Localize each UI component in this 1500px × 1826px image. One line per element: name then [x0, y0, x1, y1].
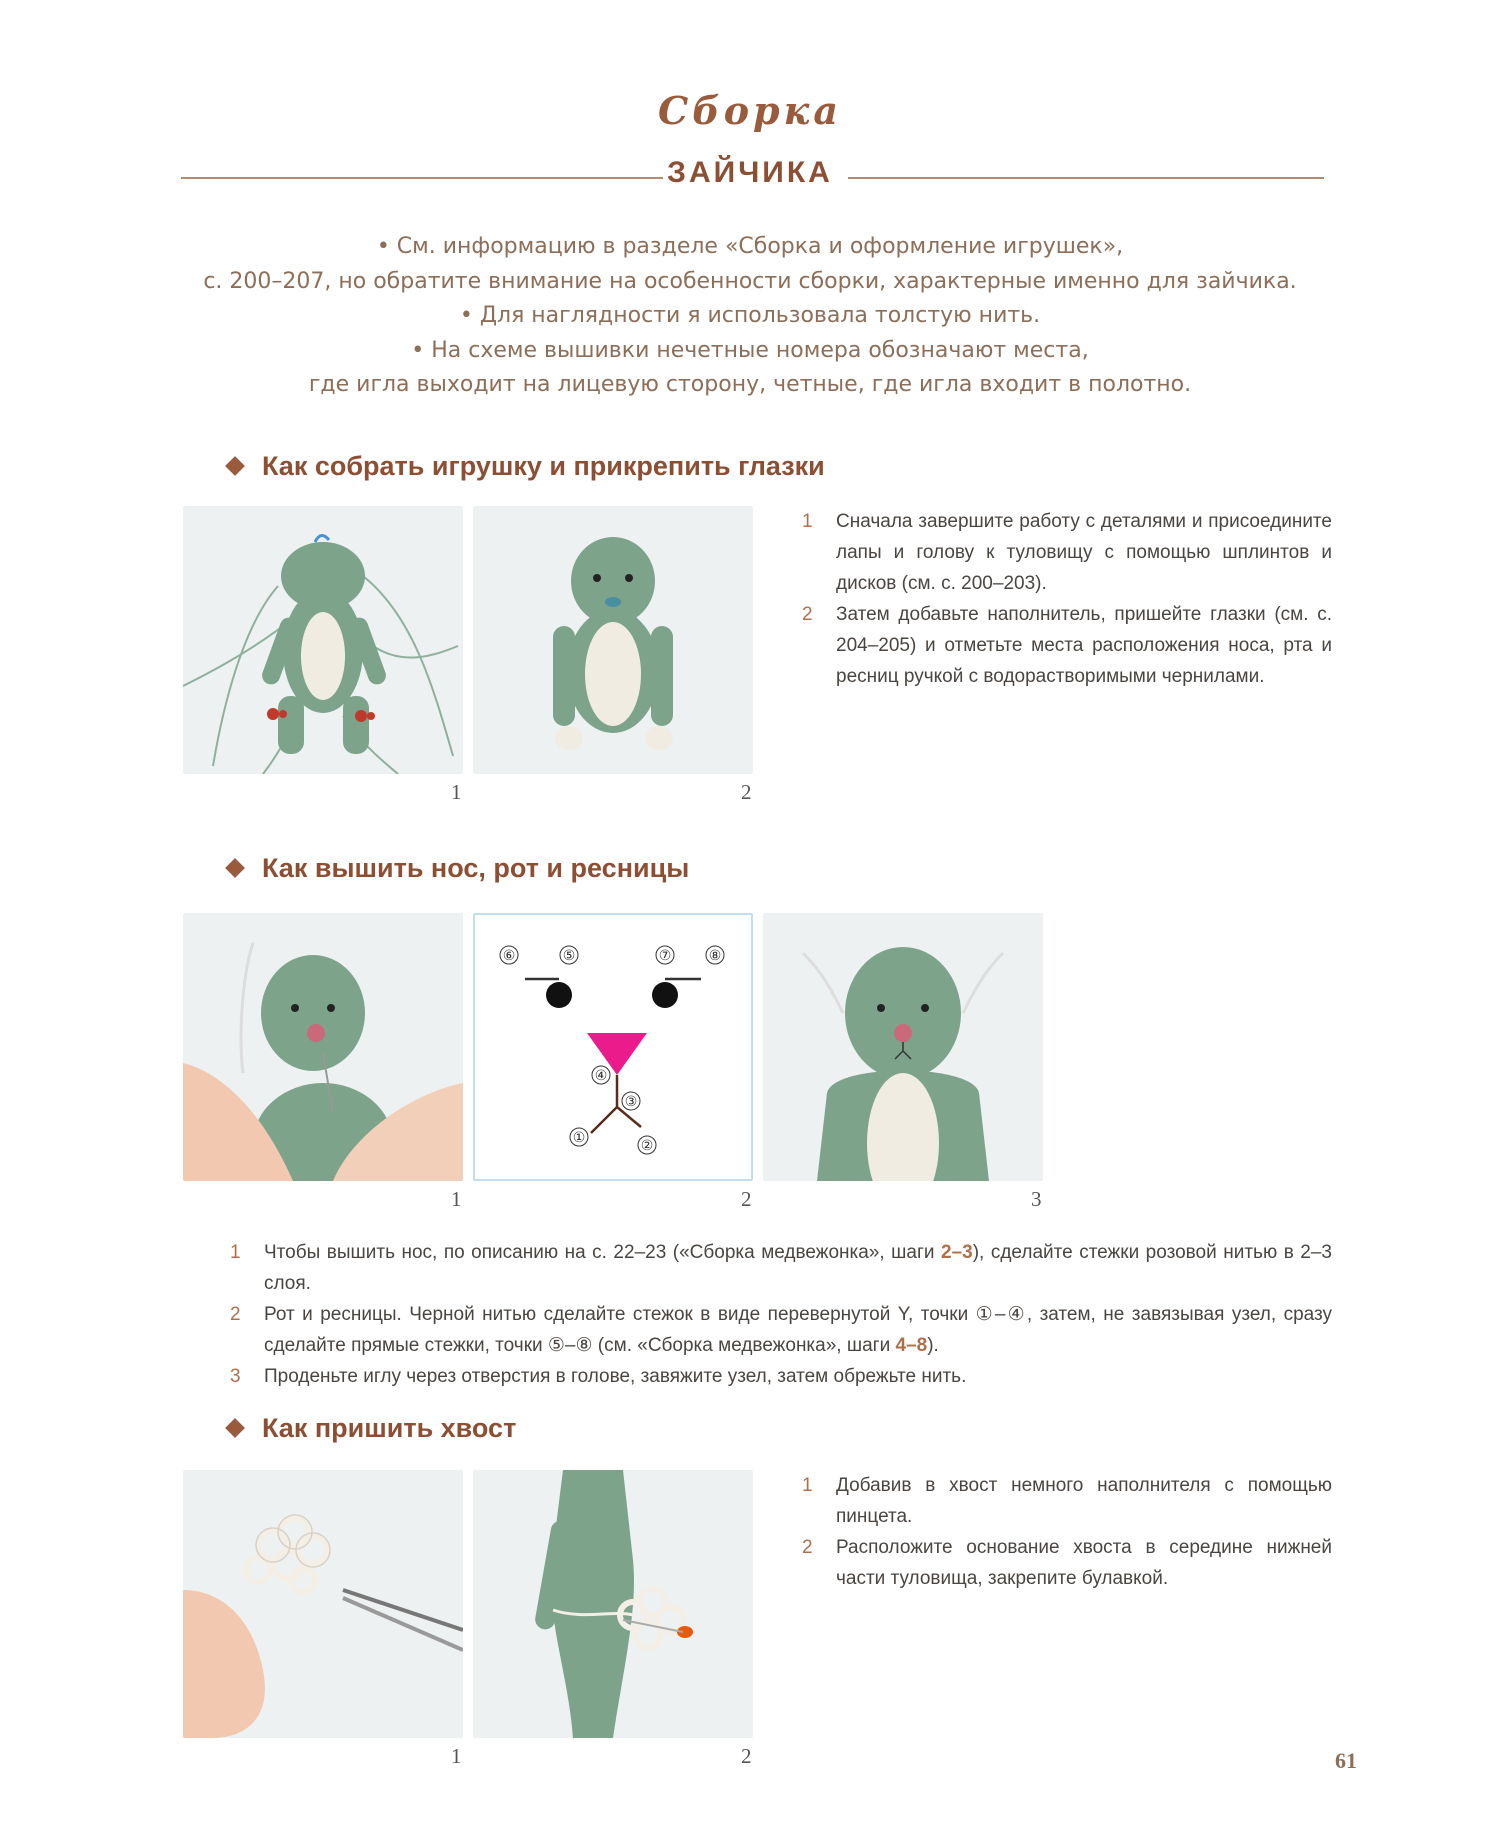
- diagram-point-5: [560, 946, 578, 964]
- step-item: [802, 599, 1332, 692]
- intro-line: где игла выходит на лицевую сторону, четные, где игла входит в полотно.: [308, 372, 1192, 397]
- step-number: 2: [802, 604, 813, 625]
- step-text: Добавив в хвост немного наполнителя с помощью пинцета.: [836, 1475, 1332, 1527]
- step-item: [802, 1470, 1332, 1532]
- step-text: Затем добавьте наполнитель, пришейте глазки (см. с. 204–205) и отметьте места расположения носа, рта и ресниц ручкой с водорастворимыми чернилами.: [836, 604, 1332, 687]
- step-number: 2: [230, 1304, 241, 1325]
- svg-text:③: ③: [624, 1094, 638, 1110]
- intro-line: • На схеме вышивки нечетные номера обозначают места,: [411, 337, 1089, 363]
- diagram-point-1: [570, 1128, 588, 1146]
- svg-text:⑦: ⑦: [658, 948, 672, 964]
- photo-caption: 1: [451, 780, 462, 804]
- svg-text:⑧: ⑧: [708, 948, 722, 964]
- diagram-point-8: [706, 946, 724, 964]
- svg-text:②: ②: [640, 1138, 654, 1154]
- svg-text:①: ①: [572, 1130, 586, 1146]
- intro-line: с. 200–207, но обратите внимание на особенности сборки, характерные именно для зайчика.: [203, 268, 1297, 294]
- photo-tail-step-1: [183, 1470, 463, 1738]
- photo-caption: 2: [741, 1187, 752, 1211]
- intro-notes: [150, 230, 1350, 403]
- section1-steps: [802, 506, 1332, 692]
- section-heading-eyes: [228, 446, 825, 486]
- diamond-icon: [225, 456, 245, 476]
- photo-assembly-step-2: [473, 506, 753, 774]
- photo-caption: 1: [451, 1744, 462, 1768]
- step-item: [802, 506, 1332, 599]
- section3-steps: [802, 1470, 1332, 1594]
- step-text: Рот и ресницы. Черной нитью сделайте стежок в виде перевернутой Y, точки ①–④, затем, не завязывая узел, сразу сделайте прямые стежки, точки ⑤–⑧ (см. «Сборка медвежонка», шаги 4–8).: [264, 1304, 1332, 1356]
- photo-embroider-step-1: [183, 913, 463, 1181]
- photo-caption: 2: [741, 1744, 752, 1768]
- step-number: 2: [802, 1537, 813, 1558]
- diagram-point-7: [656, 946, 674, 964]
- photo-caption: 1: [451, 1187, 462, 1211]
- section-heading-text: Как пришить хвост: [262, 1412, 517, 1443]
- step-number: 3: [230, 1366, 241, 1387]
- page-number: 61: [1335, 1748, 1357, 1773]
- section-heading-text: Как вышить нос, рот и ресницы: [262, 852, 690, 883]
- step-number: 1: [230, 1242, 241, 1263]
- step-item: [230, 1299, 1332, 1361]
- embroidery-diagram: [473, 913, 753, 1181]
- step-text: Расположите основание хвоста в середине нижней части туловища, закрепите булавкой.: [836, 1537, 1332, 1589]
- diagram-point-6: [500, 946, 518, 964]
- intro-line: • Для наглядности я использовала толстую нить.: [459, 303, 1041, 328]
- step-number: 1: [802, 511, 813, 532]
- step-text: Чтобы вышить нос, по описанию на с. 22–23 («Сборка медвежонка», шаги 2–3), сделайте стежки розовой нитью в 2–3 слоя.: [264, 1242, 1333, 1294]
- svg-text:⑥: ⑥: [502, 948, 516, 964]
- photo-caption: 2: [741, 780, 752, 804]
- step-text: Проденьте иглу через отверстия в голове, завяжите узел, затем обрежьте нить.: [264, 1366, 967, 1387]
- step-number: 1: [802, 1475, 813, 1496]
- svg-text:⑤: ⑤: [562, 948, 576, 964]
- photo-embroider-step-3: [763, 913, 1043, 1181]
- section-heading-nose: [228, 848, 689, 888]
- step-item: [802, 1532, 1332, 1594]
- photo-caption: 3: [1031, 1187, 1042, 1211]
- step-text: Сначала завершите работу с деталями и присоедините лапы и голову к туловищу с помощью шплинтов и дисков (см. с. 200–203).: [836, 511, 1332, 594]
- step-item: [230, 1361, 1332, 1392]
- script-title: Сборка: [658, 88, 842, 133]
- step-item: [230, 1237, 1332, 1299]
- intro-line: • См. информацию в разделе «Сборка и оформление игрушек»,: [376, 234, 1124, 259]
- section-heading-tail: [228, 1408, 516, 1448]
- svg-text:④: ④: [594, 1068, 608, 1084]
- diagram-point-3: [622, 1092, 640, 1110]
- section-heading-text: Как собрать игрушку и прикрепить глазки: [262, 450, 825, 481]
- diamond-icon: [225, 1418, 245, 1438]
- photo-assembly-step-1: [183, 506, 463, 774]
- diagram-point-2: [638, 1136, 656, 1154]
- diagram-point-4: [592, 1066, 610, 1084]
- page-title: ЗАЙЧИКА: [667, 156, 833, 189]
- diamond-icon: [225, 858, 245, 878]
- photo-tail-step-2: [473, 1470, 753, 1738]
- section2-steps: [230, 1237, 1332, 1392]
